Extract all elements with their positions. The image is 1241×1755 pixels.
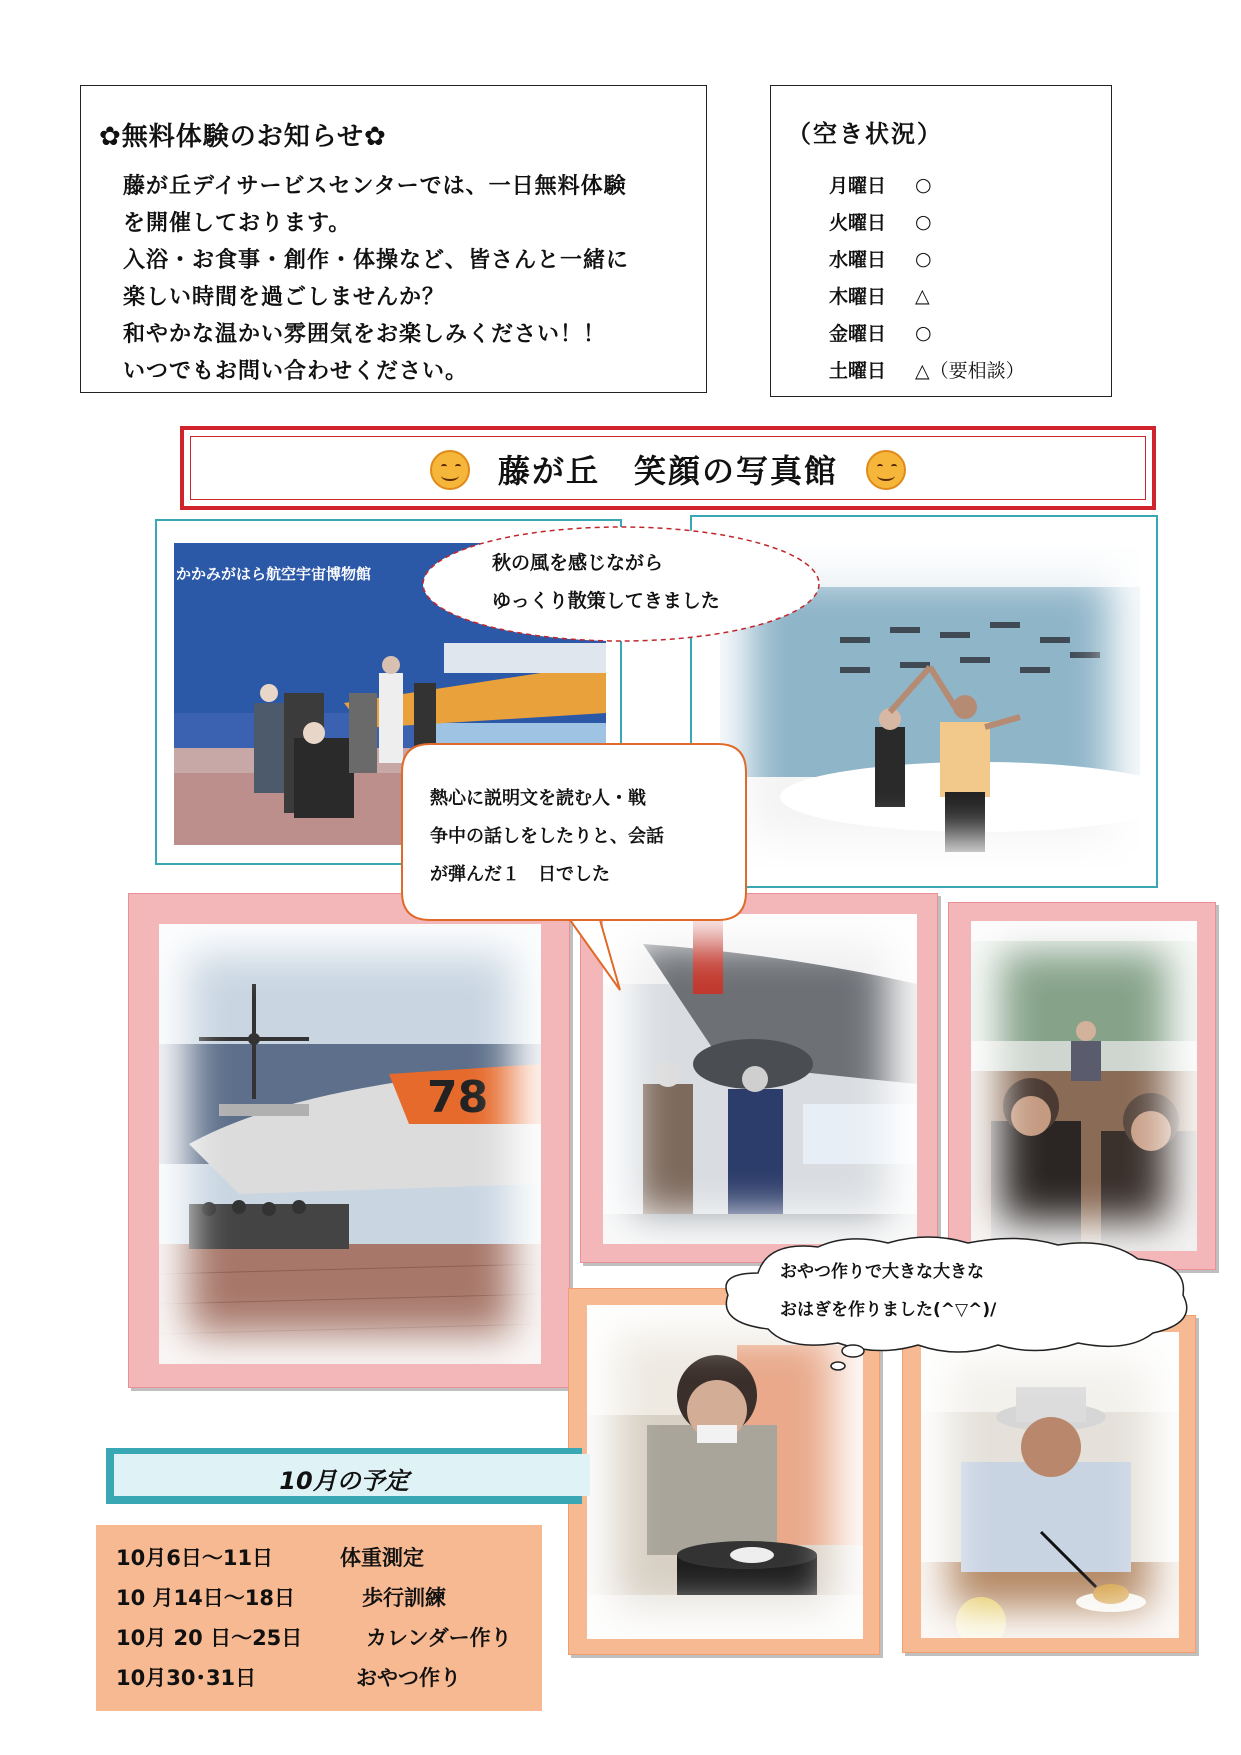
availability-box (770, 85, 1112, 397)
bubble-line: 熱心に説明文を読む人・戦 (430, 788, 646, 809)
availability-row (829, 240, 1025, 277)
banner-title-row (184, 446, 1152, 493)
weekday: 金曜日 (829, 323, 887, 345)
bubble-line: 争中の話しをしたりと、会話 (430, 826, 664, 847)
schedule-header (106, 1448, 582, 1504)
weekday: 木曜日 (829, 286, 887, 308)
schedule-event: 歩行訓練 (362, 1586, 446, 1610)
schedule-event: カレンダー作り (366, 1626, 512, 1650)
dining-photo (971, 921, 1197, 1251)
photo-frame-dining (948, 902, 1216, 1270)
bubble-text-talk (430, 780, 664, 894)
schedule-list (116, 1537, 512, 1697)
bubble-line: ゆっくり散策してきました (492, 590, 720, 612)
museum-sign: かかみがはら航空宇宙博物館 (176, 565, 372, 583)
notice-line: を開催しております。 (123, 211, 352, 236)
availability-title: （空き状況） (787, 120, 943, 148)
speech-bubble-autumn (420, 524, 822, 644)
weekday: 水曜日 (829, 249, 887, 271)
notice-line: 和やかな温かい雰囲気をお楽しみください！！ (123, 322, 607, 347)
bubble-line: おやつ作りで大きな大きな (780, 1262, 984, 1282)
notice-line: 入浴・お食事・創作・体操など、皆さんと一緒に (123, 248, 630, 273)
schedule-date: 10月30･31日 (116, 1666, 257, 1690)
availability-row (829, 203, 1025, 240)
schedule-title: 10月の予定 (279, 1467, 409, 1495)
availability-list (829, 166, 1025, 388)
availability-row (829, 351, 1025, 388)
schedule-date: 10月 20 日～25日 (116, 1626, 303, 1650)
bubble-text-snack (780, 1253, 996, 1329)
schedule-date: 10 月14日～18日 (116, 1586, 295, 1610)
availability-status: ○ (915, 210, 932, 233)
thought-bubble-snack (698, 1233, 1218, 1378)
speech-bubble-talk (400, 742, 748, 994)
notice-line: 楽しい時間を過ごしませんか？ (123, 285, 446, 310)
plane-number: 78 (427, 1072, 489, 1123)
free-trial-notice (80, 85, 707, 393)
availability-row (829, 277, 1025, 314)
notice-body (123, 168, 629, 390)
notice-line: 藤が丘デイサービスセンターでは、一日無料体験 (123, 174, 627, 199)
availability-status: ○ (915, 321, 932, 344)
availability-row (829, 314, 1025, 351)
schedule-box (96, 1525, 542, 1711)
schedule-row (116, 1537, 512, 1577)
availability-status: △（要相談） (915, 360, 1025, 382)
bubble-text-autumn (492, 544, 720, 620)
banner-title: 藤が丘 笑顔の写真館 (497, 452, 838, 490)
bubble-line: おはぎを作りました(^▽^)/ (780, 1300, 997, 1320)
bubble-line: が弾んだ１ 日でした (430, 864, 610, 885)
weekday: 月曜日 (829, 175, 887, 197)
schedule-event: 体重測定 (340, 1546, 424, 1570)
weekday: 土曜日 (829, 360, 887, 382)
schedule-row (116, 1617, 512, 1657)
schedule-event: おやつ作り (356, 1666, 461, 1690)
weekday: 火曜日 (829, 212, 887, 234)
availability-row (829, 166, 1025, 203)
schedule-row (116, 1577, 512, 1617)
photo-gallery-banner (180, 426, 1156, 510)
schedule-date: 10月6日～11日 (116, 1546, 274, 1570)
smiley-icon (430, 450, 470, 490)
availability-status: ○ (915, 173, 932, 196)
bubble-line: 秋の風を感じながら (492, 552, 664, 574)
availability-status: △ (915, 284, 930, 307)
schedule-row (116, 1657, 512, 1697)
smiley-icon (866, 450, 906, 490)
notice-title: ✿無料体験のお知らせ✿ (99, 122, 387, 152)
notice-line: いつでもお問い合わせください。 (123, 359, 469, 384)
availability-status: ○ (915, 247, 932, 270)
